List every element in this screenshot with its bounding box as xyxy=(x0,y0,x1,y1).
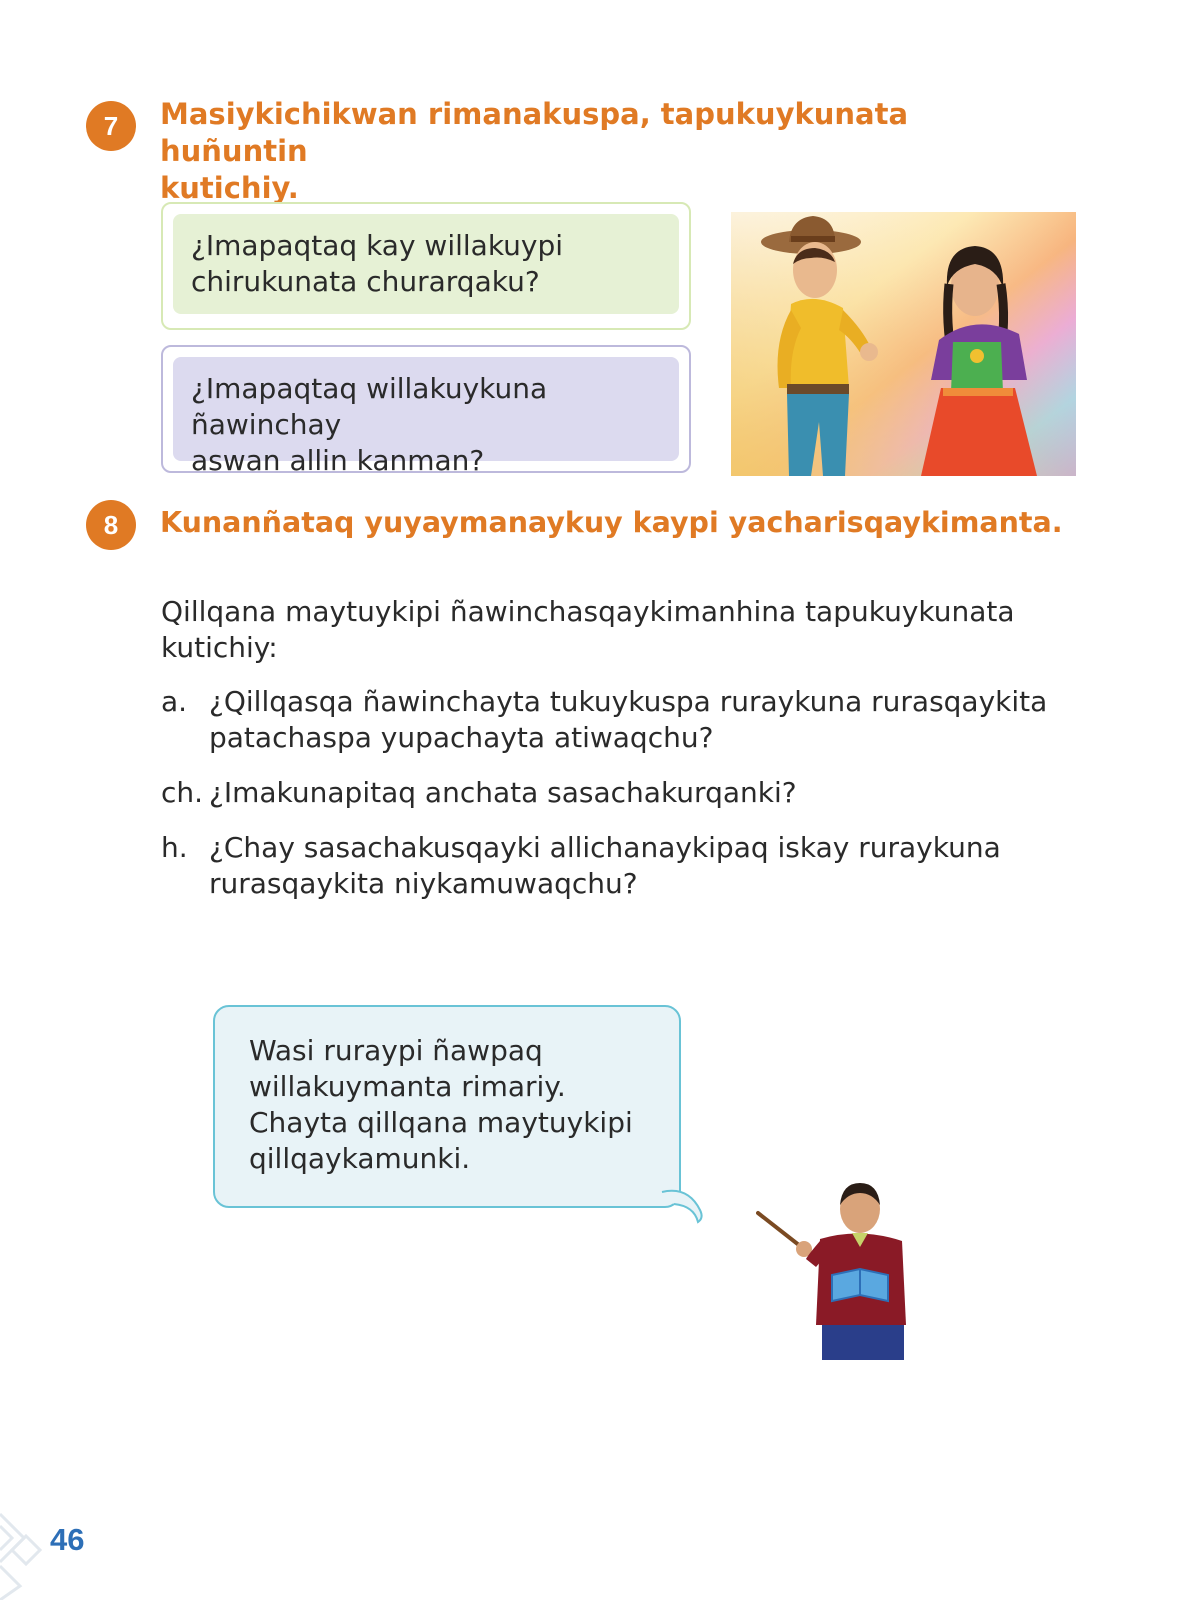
section-8-number: 8 xyxy=(103,509,119,540)
list-marker-a: a. xyxy=(161,685,188,718)
bubble-line4: qillqaykamunki. xyxy=(249,1142,471,1175)
question-1-line2: chirukunata churarqaku? xyxy=(191,265,540,298)
bubble-line2: willakuymanta rimariy. xyxy=(249,1070,566,1103)
section-7-heading-line2: kutichiy. xyxy=(160,171,299,205)
teacher-illustration xyxy=(756,1175,926,1360)
section-8-heading: Kunanñataq yuyaymanaykuy kaypi yacharisqaykimanta. xyxy=(160,506,1063,539)
question-2-line2: aswan allin kanman? xyxy=(191,444,485,477)
list-item-ch xyxy=(161,775,1061,811)
corner-pattern-decoration xyxy=(0,1506,46,1600)
pointer-stick xyxy=(758,1213,804,1249)
question-1-line1: ¿Imapaqtaq kay willakuypi xyxy=(191,229,564,262)
section-8-intro xyxy=(161,594,1061,666)
section-7-heading xyxy=(160,96,1060,207)
section-8-number-badge xyxy=(86,500,136,550)
question-2-line1: ¿Imapaqtaq willakuykuna ñawinchay xyxy=(191,372,548,441)
section-8-intro-line2: kutichiy: xyxy=(161,631,278,664)
list-text-ch xyxy=(209,775,1059,811)
section-7-number-badge xyxy=(86,101,136,151)
question-box-1 xyxy=(161,202,691,330)
question-box-2 xyxy=(161,345,691,477)
list-text-h-line1: ¿Chay sasachakusqayki allichanaykipaq iskay ruraykuna xyxy=(209,831,1001,864)
list-text-ch-line1: ¿Imakunapitaq anchata sasachakurqanki? xyxy=(209,776,797,809)
children-talking-illustration xyxy=(731,212,1076,476)
question-box-2-inner xyxy=(173,357,679,477)
list-item-h xyxy=(161,830,1061,902)
bubble-line1: Wasi ruraypi ñawpaq xyxy=(249,1034,543,1067)
list-text-a xyxy=(209,684,1059,756)
list-text-a-line2: patachaspa yupachayta atiwaqchu? xyxy=(209,721,714,754)
list-text-h-line2: rurasqaykita niykamuwaqchu? xyxy=(209,867,638,900)
page-number: 46 xyxy=(50,1522,85,1557)
speech-bubble-tail xyxy=(660,1176,710,1226)
question-box-1-inner xyxy=(173,214,679,314)
section-7-number: 7 xyxy=(103,110,119,141)
section-8-intro-line1: Qillqana maytuykipi ñawinchasqaykimanhina tapukuykunata xyxy=(161,595,1015,628)
list-text-a-line1: ¿Qillqasqa ñawinchayta tukuykuspa ruraykuna rurasqaykita xyxy=(209,685,1048,718)
bubble-line3: Chayta qillqana maytuykipi xyxy=(249,1106,633,1139)
teacher-speech-bubble xyxy=(213,1005,681,1208)
list-marker-ch: ch. xyxy=(161,776,204,809)
list-text-h xyxy=(209,830,1059,902)
list-marker-h: h. xyxy=(161,831,188,864)
list-item-a xyxy=(161,684,1061,756)
section-7-heading-line1: Masiykichikwan rimanakuspa, tapukuykunata huñuntin xyxy=(160,97,909,168)
